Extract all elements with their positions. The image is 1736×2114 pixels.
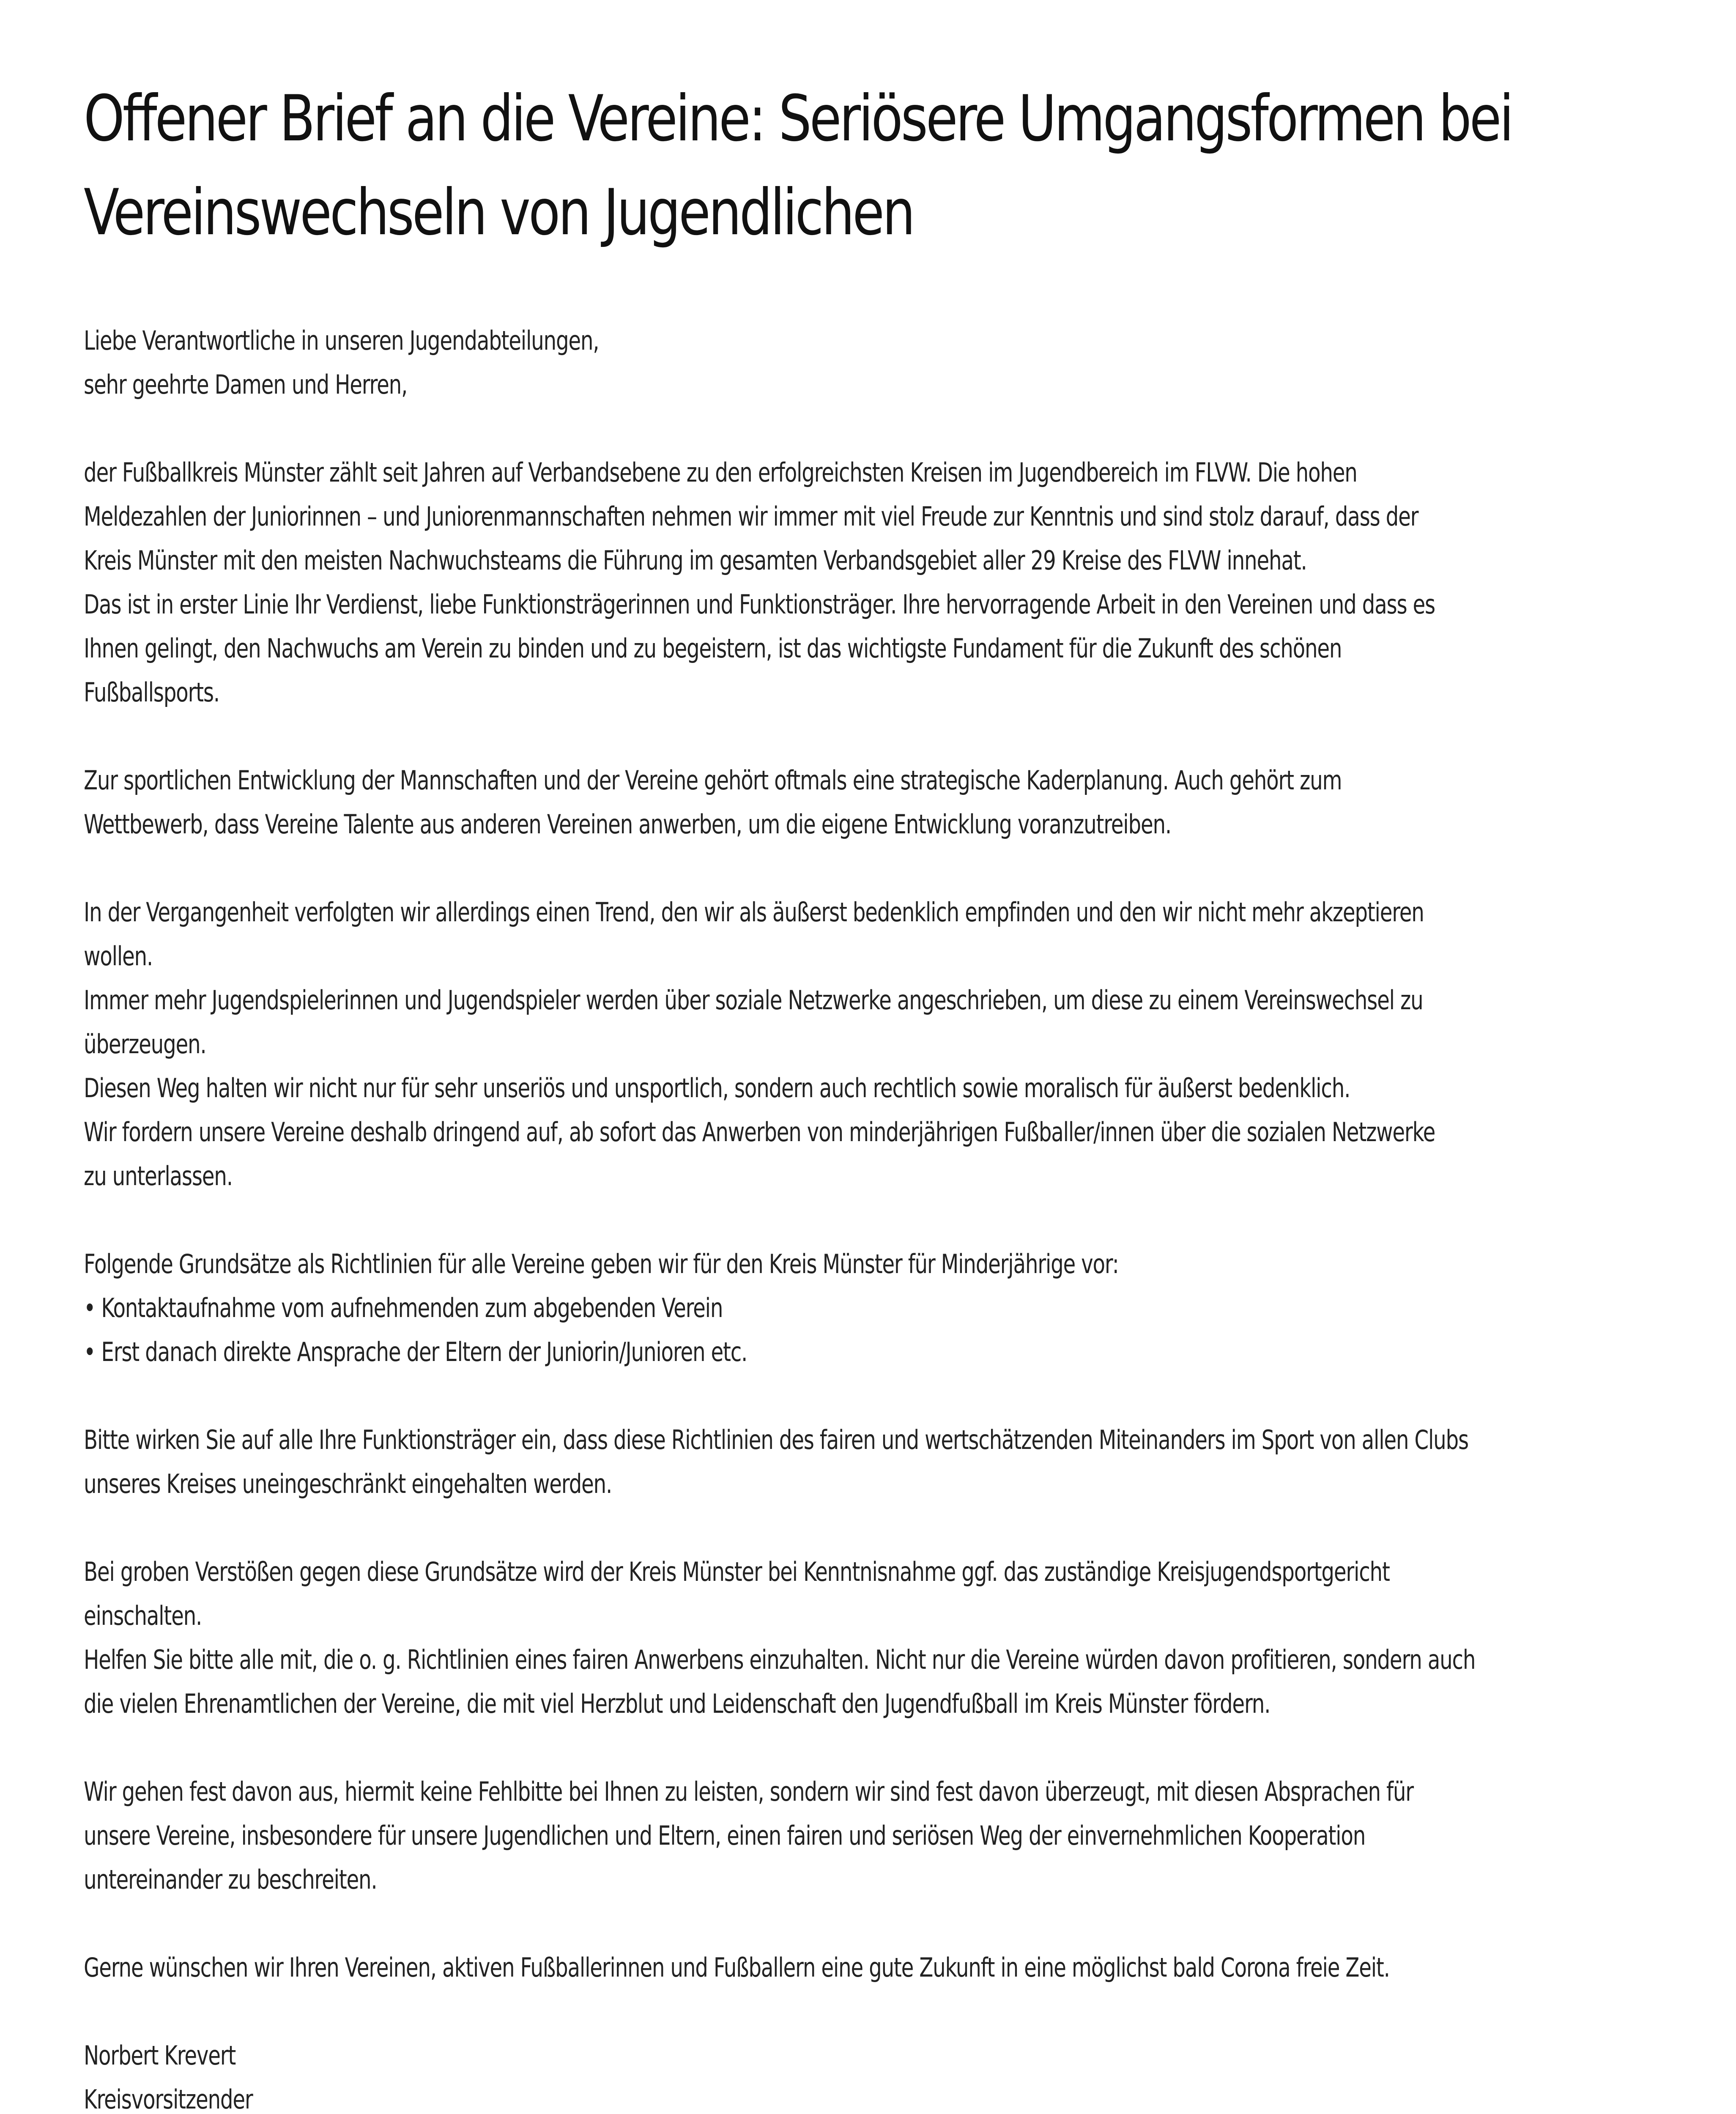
paragraph-7 [84,1770,1682,1902]
paragraph-line: überzeugen. [84,1029,206,1060]
paragraph-4-guidelines [84,1242,1682,1374]
paragraph-line: Kreis Münster mit den meisten Nachwuchsteams die Führung im gesamten Verbandsgebiet aller 29 Kreise des FLVW innehat. [84,545,1307,576]
paragraph-line: Fußballsports. [84,677,219,708]
paragraph-line: Wettbewerb, dass Vereine Talente aus anderen Vereinen anwerben, um die eigene Entwicklung voranzutreiben. [84,809,1171,840]
paragraph-line: In der Vergangenheit verfolgten wir allerdings einen Trend, den wir als äußerst bedenklich empfinden und den wir nicht mehr akzeptieren [84,897,1424,928]
paragraph-1 [84,451,1682,715]
paragraph-line: Bitte wirken Sie auf alle Ihre Funktionsträger ein, dass diese Richtlinien des fairen und wertschätzenden Miteinanders im Sport von allen Clubs [84,1424,1468,1455]
bullet-item: • Erst danach direkte Ansprache der Eltern der Juniorin/Junioren etc. [84,1336,748,1367]
paragraph-line: Zur sportlichen Entwicklung der Mannschaften und der Vereine gehört oftmals eine strategische Kaderplanung. Auch gehört zum [84,765,1342,796]
paragraph-line: wollen. [84,941,153,972]
letter-body [84,319,1682,2114]
bullet-item: • Kontaktaufnahme vom aufnehmenden zum abgebenden Verein [84,1292,723,1323]
signature-name: Norbert Krevert [84,2040,236,2071]
paragraph-line: Ihnen gelingt, den Nachwuchs am Verein zu binden und zu begeistern, ist das wichtigste Fundament für die Zukunft des schönen [84,633,1342,664]
signature-1 [84,2034,1682,2114]
paragraph-line: Diesen Weg halten wir nicht nur für sehr unseriös und unsportlich, sondern auch rechtlich sowie moralisch für äußerst bedenklich. [84,1073,1350,1104]
paragraph-line: Wir fordern unsere Vereine deshalb dringend auf, ab sofort das Anwerben von minderjährigen Fußballer/innen über die sozialen Netzwerke [84,1117,1435,1147]
paragraph-line: der Fußballkreis Münster zählt seit Jahren auf Verbandsebene zu den erfolgreichsten Kreisen im Jugendbereich im FLVW. Die hohen [84,457,1357,488]
title-line-1: Offener Brief an die Vereine: Seriösere Umgangsformen bei [84,82,1512,156]
paragraph-5 [84,1418,1682,1506]
paragraph-line: Helfen Sie bitte alle mit, die o. g. Richtlinien eines fairen Anwerbens einzuhalten. Nicht nur die Vereine würden davon profitieren, sondern auch [84,1644,1476,1675]
paragraph-line: Immer mehr Jugendspielerinnen und Jugendspieler werden über soziale Netzwerke angeschrieben, um diese zu einem Vereinswechsel zu [84,985,1423,1016]
paragraph-8 [84,1946,1682,1990]
greeting-line-1: Liebe Verantwortliche in unseren Jugendabteilungen, [84,325,599,356]
paragraph-line: Wir gehen fest davon aus, hiermit keine Fehlbitte bei Ihnen zu leisten, sondern wir sind fest davon überzeugt, mit diesen Absprachen für [84,1776,1413,1807]
paragraph-line: einschalten. [84,1600,202,1631]
paragraph-line: zu unterlassen. [84,1161,233,1191]
greeting-line-2: sehr geehrte Damen und Herren, [84,369,408,400]
paragraph-line: Bei groben Verstößen gegen diese Grundsätze wird der Kreis Münster bei Kenntnisnahme ggf. das zuständige Kreisjugendsportgericht [84,1556,1390,1587]
paragraph-3 [84,890,1682,1198]
paragraph-line: Gerne wünschen wir Ihren Vereinen, aktiven Fußballerinnen und Fußballern eine gute Zukunft in eine möglichst bald Corona freie Zeit. [84,1952,1390,1983]
paragraph-line: Folgende Grundsätze als Richtlinien für alle Vereine geben wir für den Kreis Münster für Minderjährige vor: [84,1249,1119,1279]
signature-role: Kreisvorsitzender [84,2084,253,2114]
paragraph-line: untereinander zu beschreiten. [84,1864,377,1895]
paragraph-6 [84,1550,1682,1726]
document-page [84,72,1682,2114]
greeting [84,319,1682,407]
paragraph-line: die vielen Ehrenamtlichen der Vereine, die mit viel Herzblut und Leidenschaft den Jugendfußball im Kreis Münster fördern. [84,1688,1271,1719]
paragraph-line: unsere Vereine, insbesondere für unsere Jugendlichen und Eltern, einen fairen und seriösen Weg der einvernehmlichen Kooperation [84,1820,1366,1851]
page-title [84,72,1678,260]
paragraph-line: unseres Kreises uneingeschränkt eingehalten werden. [84,1468,612,1499]
paragraph-line: Meldezahlen der Juniorinnen – und Juniorenmannschaften nehmen wir immer mit viel Freude zur Kenntnis und sind stolz darauf, dass der [84,501,1418,532]
paragraph-2 [84,759,1682,846]
paragraph-line: Das ist in erster Linie Ihr Verdienst, liebe Funktionsträgerinnen und Funktionsträger. Ihre hervorragende Arbeit in den Vereinen und dass es [84,589,1435,620]
title-line-2: Vereinswechseln von Jugendlichen [84,176,914,249]
